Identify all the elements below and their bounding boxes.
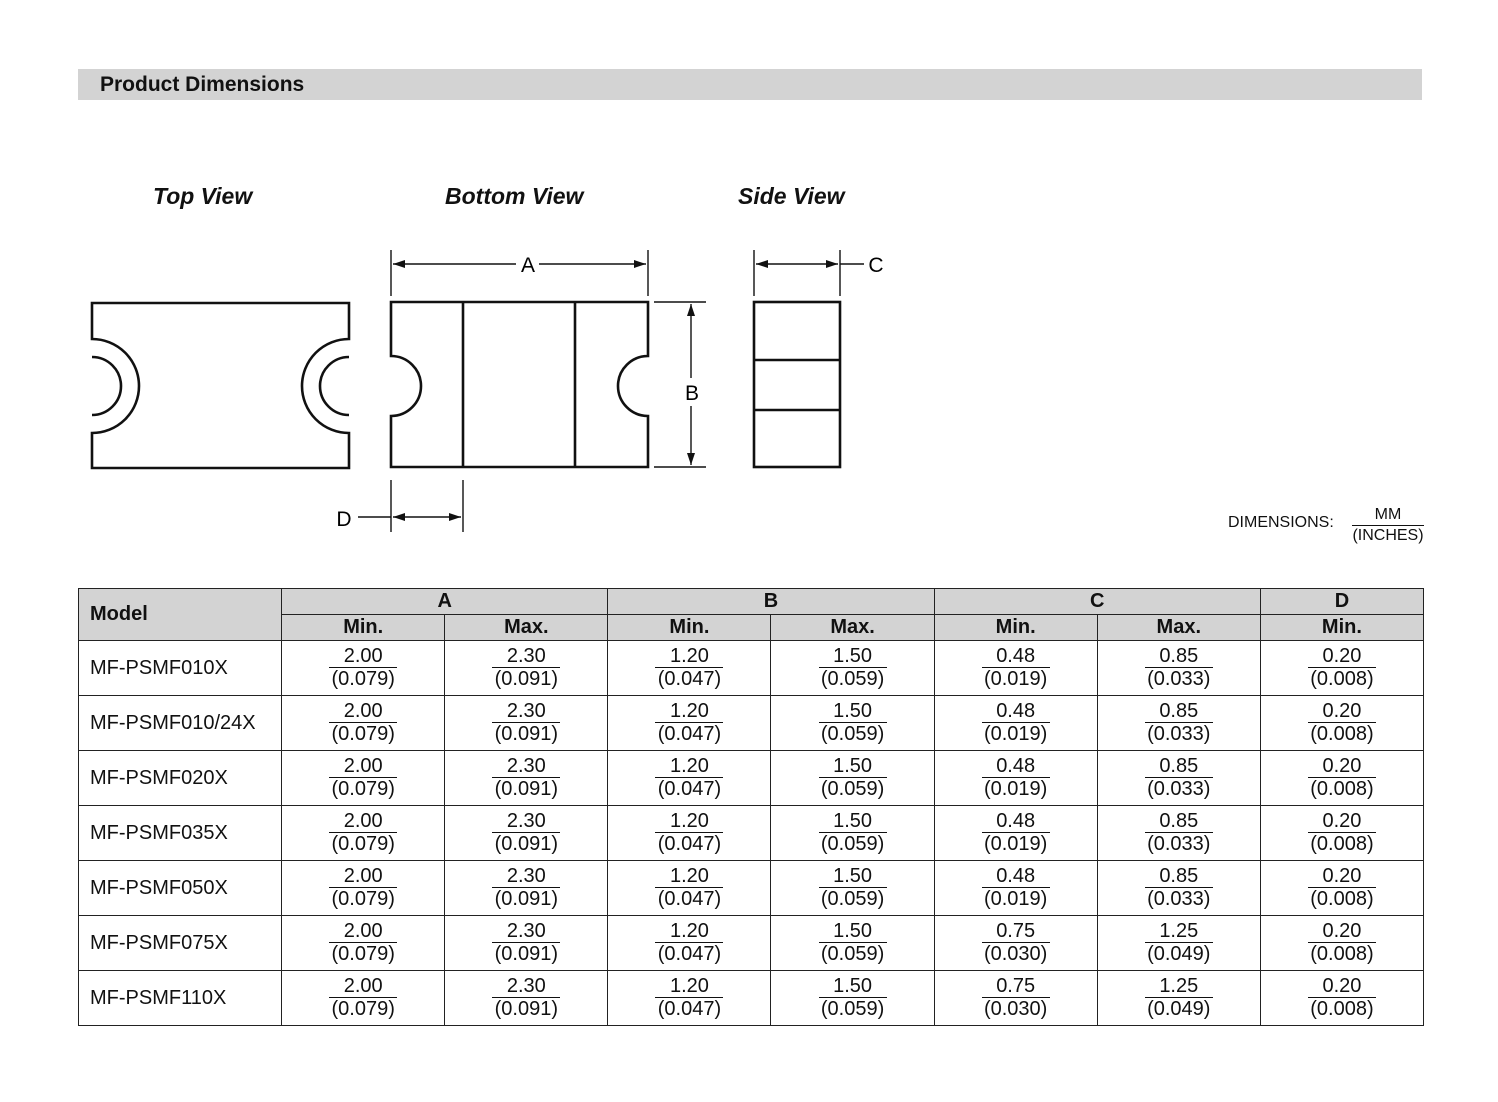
value-inches: (0.079) [331,668,395,690]
dimension-cell [608,861,771,916]
value-inches: (0.047) [657,723,722,745]
value-inches: (0.059) [820,888,885,910]
value-mm: 1.20 [655,975,723,998]
dimension-cell [771,696,934,751]
dimension-cell [771,971,934,1026]
dimension-cell [1097,806,1260,861]
value-mm: 1.20 [655,920,723,943]
bottom-view-title: Bottom View [445,183,584,209]
model-cell: MF-PSMF110X [79,971,282,1026]
dimension-cell [1097,971,1260,1026]
dimension-a-label: A [520,254,536,277]
value-inches: (0.033) [1147,888,1211,910]
model-column-header: Model [79,589,282,641]
dimension-cell [1260,971,1423,1026]
value-inches: (0.091) [494,778,558,800]
dimension-cell [445,971,608,1026]
value-inches: (0.091) [494,943,558,965]
value-mm: 1.50 [819,810,887,833]
dimension-cell [1097,696,1260,751]
value-inches: (0.079) [331,998,395,1020]
dimension-cell [445,861,608,916]
dimension-b-label: B [684,382,700,405]
value-inches: (0.059) [820,723,885,745]
value-mm: 1.25 [1145,975,1213,998]
value-inches: (0.079) [331,943,395,965]
value-mm: 0.75 [982,920,1050,943]
value-mm: 1.20 [655,755,723,778]
value-mm: 0.85 [1145,700,1213,723]
subheader-a-min: Min. [282,615,445,641]
value-mm: 1.25 [1145,920,1213,943]
dimension-cell [608,971,771,1026]
value-inches: (0.047) [657,833,722,855]
value-inches: (0.019) [983,723,1048,745]
dimension-cell [1260,916,1423,971]
value-inches: (0.059) [820,943,885,965]
value-mm: 0.20 [1308,645,1376,668]
value-inches: (0.091) [494,888,558,910]
dimension-cell [445,806,608,861]
value-mm: 2.30 [492,920,560,943]
value-mm: 0.20 [1308,920,1376,943]
value-inches: (0.008) [1310,778,1374,800]
value-inches: (0.059) [820,998,885,1020]
dimension-cell [771,916,934,971]
units-label: DIMENSIONS: [1228,514,1334,531]
group-header-a: A [282,589,608,615]
dimension-cell [934,806,1097,861]
side-view-outline [754,302,840,467]
dimension-cell [771,751,934,806]
model-cell: MF-PSMF020X [79,751,282,806]
value-inches: (0.079) [331,723,395,745]
value-inches: (0.019) [983,888,1048,910]
subheader-a-max: Max. [445,615,608,641]
value-mm: 1.50 [819,865,887,888]
dimension-d-label: D [336,508,352,531]
dimension-cell [445,641,608,696]
subheader-d-min: Min. [1260,615,1423,641]
dimension-cell [1260,751,1423,806]
group-header-c: C [934,589,1260,615]
value-mm: 0.20 [1308,975,1376,998]
value-inches: (0.049) [1147,998,1211,1020]
value-inches: (0.030) [983,943,1048,965]
value-mm: 0.85 [1145,810,1213,833]
dimension-cell [1260,641,1423,696]
value-inches: (0.059) [820,833,885,855]
dimension-cell [771,806,934,861]
value-mm: 0.48 [982,700,1050,723]
value-inches: (0.091) [494,833,558,855]
model-cell: MF-PSMF050X [79,861,282,916]
value-inches: (0.047) [657,668,722,690]
dimension-d [358,480,463,532]
table-row [79,806,1424,861]
dimension-cell [771,861,934,916]
value-inches: (0.033) [1147,723,1211,745]
value-mm: 1.50 [819,920,887,943]
dimension-cell [608,916,771,971]
value-mm: 2.30 [492,645,560,668]
value-mm: 2.30 [492,700,560,723]
value-mm: 0.85 [1145,755,1213,778]
table-row [79,861,1424,916]
section-title: Product Dimensions [100,73,305,96]
top-view-outline [92,303,349,468]
value-mm: 2.30 [492,810,560,833]
dimension-cell [282,806,445,861]
dimension-cell [608,806,771,861]
dimension-cell [1260,696,1423,751]
value-mm: 1.50 [819,700,887,723]
dimension-c-label: C [868,254,884,277]
dimension-cell [445,696,608,751]
value-mm: 0.48 [982,810,1050,833]
value-mm: 0.85 [1145,645,1213,668]
value-mm: 0.20 [1308,810,1376,833]
value-inches: (0.091) [494,723,558,745]
bottom-view-outline [391,302,648,467]
subheader-b-min: Min. [608,615,771,641]
value-mm: 0.20 [1308,700,1376,723]
value-inches: (0.059) [820,668,885,690]
value-mm: 1.20 [655,810,723,833]
value-mm: 2.00 [329,865,397,888]
dimension-cell [282,696,445,751]
value-inches: (0.008) [1310,833,1374,855]
value-inches: (0.008) [1310,723,1374,745]
value-inches: (0.008) [1310,668,1374,690]
value-mm: 2.30 [492,755,560,778]
value-inches: (0.091) [494,668,558,690]
subheader-c-max: Max. [1097,615,1260,641]
table-row [79,641,1424,696]
table-group-header-row [79,589,1424,615]
value-mm: 0.48 [982,865,1050,888]
dimension-cell [282,916,445,971]
value-mm: 2.30 [492,975,560,998]
table-row [79,696,1424,751]
table-row [79,971,1424,1026]
value-inches: (0.047) [657,943,722,965]
side-view-title: Side View [738,183,845,209]
value-inches: (0.008) [1310,943,1374,965]
value-mm: 2.30 [492,865,560,888]
dimension-a [391,250,648,296]
value-inches: (0.079) [331,833,395,855]
value-mm: 0.48 [982,645,1050,668]
subheader-c-min: Min. [934,615,1097,641]
dimension-cell [445,751,608,806]
dimension-cell [1260,806,1423,861]
value-inches: (0.047) [657,998,722,1020]
dimension-cell [934,971,1097,1026]
group-header-b: B [608,589,934,615]
dimension-cell [1260,861,1423,916]
dimension-cell [1097,861,1260,916]
table-body [79,641,1424,1026]
table-row [79,916,1424,971]
dimension-cell [282,971,445,1026]
dimension-cell [282,641,445,696]
value-inches: (0.019) [983,833,1048,855]
dimension-cell [1097,916,1260,971]
value-inches: (0.019) [983,778,1048,800]
value-inches: (0.033) [1147,668,1211,690]
dimension-cell [934,696,1097,751]
dimensions-table [78,588,1424,1026]
value-inches: (0.047) [657,888,722,910]
value-mm: 1.50 [819,975,887,998]
value-mm: 2.00 [329,975,397,998]
value-inches: (0.008) [1310,888,1374,910]
value-mm: 0.75 [982,975,1050,998]
value-mm: 2.00 [329,920,397,943]
dimension-cell [445,916,608,971]
dimension-c [754,250,864,296]
dimension-cell [1097,641,1260,696]
value-inches: (0.008) [1310,998,1374,1020]
value-mm: 2.00 [329,700,397,723]
dimension-cell [608,751,771,806]
value-mm: 2.00 [329,645,397,668]
dimension-cell [771,641,934,696]
value-inches: (0.079) [331,778,395,800]
subheader-b-max: Max. [771,615,934,641]
value-mm: 0.20 [1308,755,1376,778]
value-inches: (0.049) [1147,943,1211,965]
value-inches: (0.030) [983,998,1048,1020]
value-inches: (0.033) [1147,778,1211,800]
value-mm: 1.50 [819,645,887,668]
dimension-cell [282,751,445,806]
value-inches: (0.033) [1147,833,1211,855]
model-cell: MF-PSMF035X [79,806,282,861]
dimension-cell [934,916,1097,971]
dimension-cell [934,861,1097,916]
dimension-cell [934,751,1097,806]
value-inches: (0.019) [983,668,1048,690]
dimension-cell [934,641,1097,696]
model-cell: MF-PSMF010X [79,641,282,696]
model-cell: MF-PSMF010/24X [79,696,282,751]
group-header-d: D [1260,589,1423,615]
value-inches: (0.047) [657,778,722,800]
table-row [79,751,1424,806]
value-mm: 0.20 [1308,865,1376,888]
value-mm: 1.20 [655,700,723,723]
value-mm: 0.85 [1145,865,1213,888]
model-cell: MF-PSMF075X [79,916,282,971]
value-mm: 2.00 [329,755,397,778]
value-inches: (0.079) [331,888,395,910]
value-mm: 0.48 [982,755,1050,778]
value-mm: 1.50 [819,755,887,778]
units-fraction [1352,505,1424,546]
top-view-title: Top View [153,183,253,209]
units-primary: MM [1352,505,1424,526]
value-mm: 1.20 [655,865,723,888]
value-mm: 1.20 [655,645,723,668]
value-mm: 2.00 [329,810,397,833]
dimension-cell [282,861,445,916]
value-inches: (0.059) [820,778,885,800]
dimension-cell [608,696,771,751]
value-inches: (0.091) [494,998,558,1020]
units-secondary: (INCHES) [1352,527,1424,544]
dimension-cell [1097,751,1260,806]
dimension-cell [608,641,771,696]
